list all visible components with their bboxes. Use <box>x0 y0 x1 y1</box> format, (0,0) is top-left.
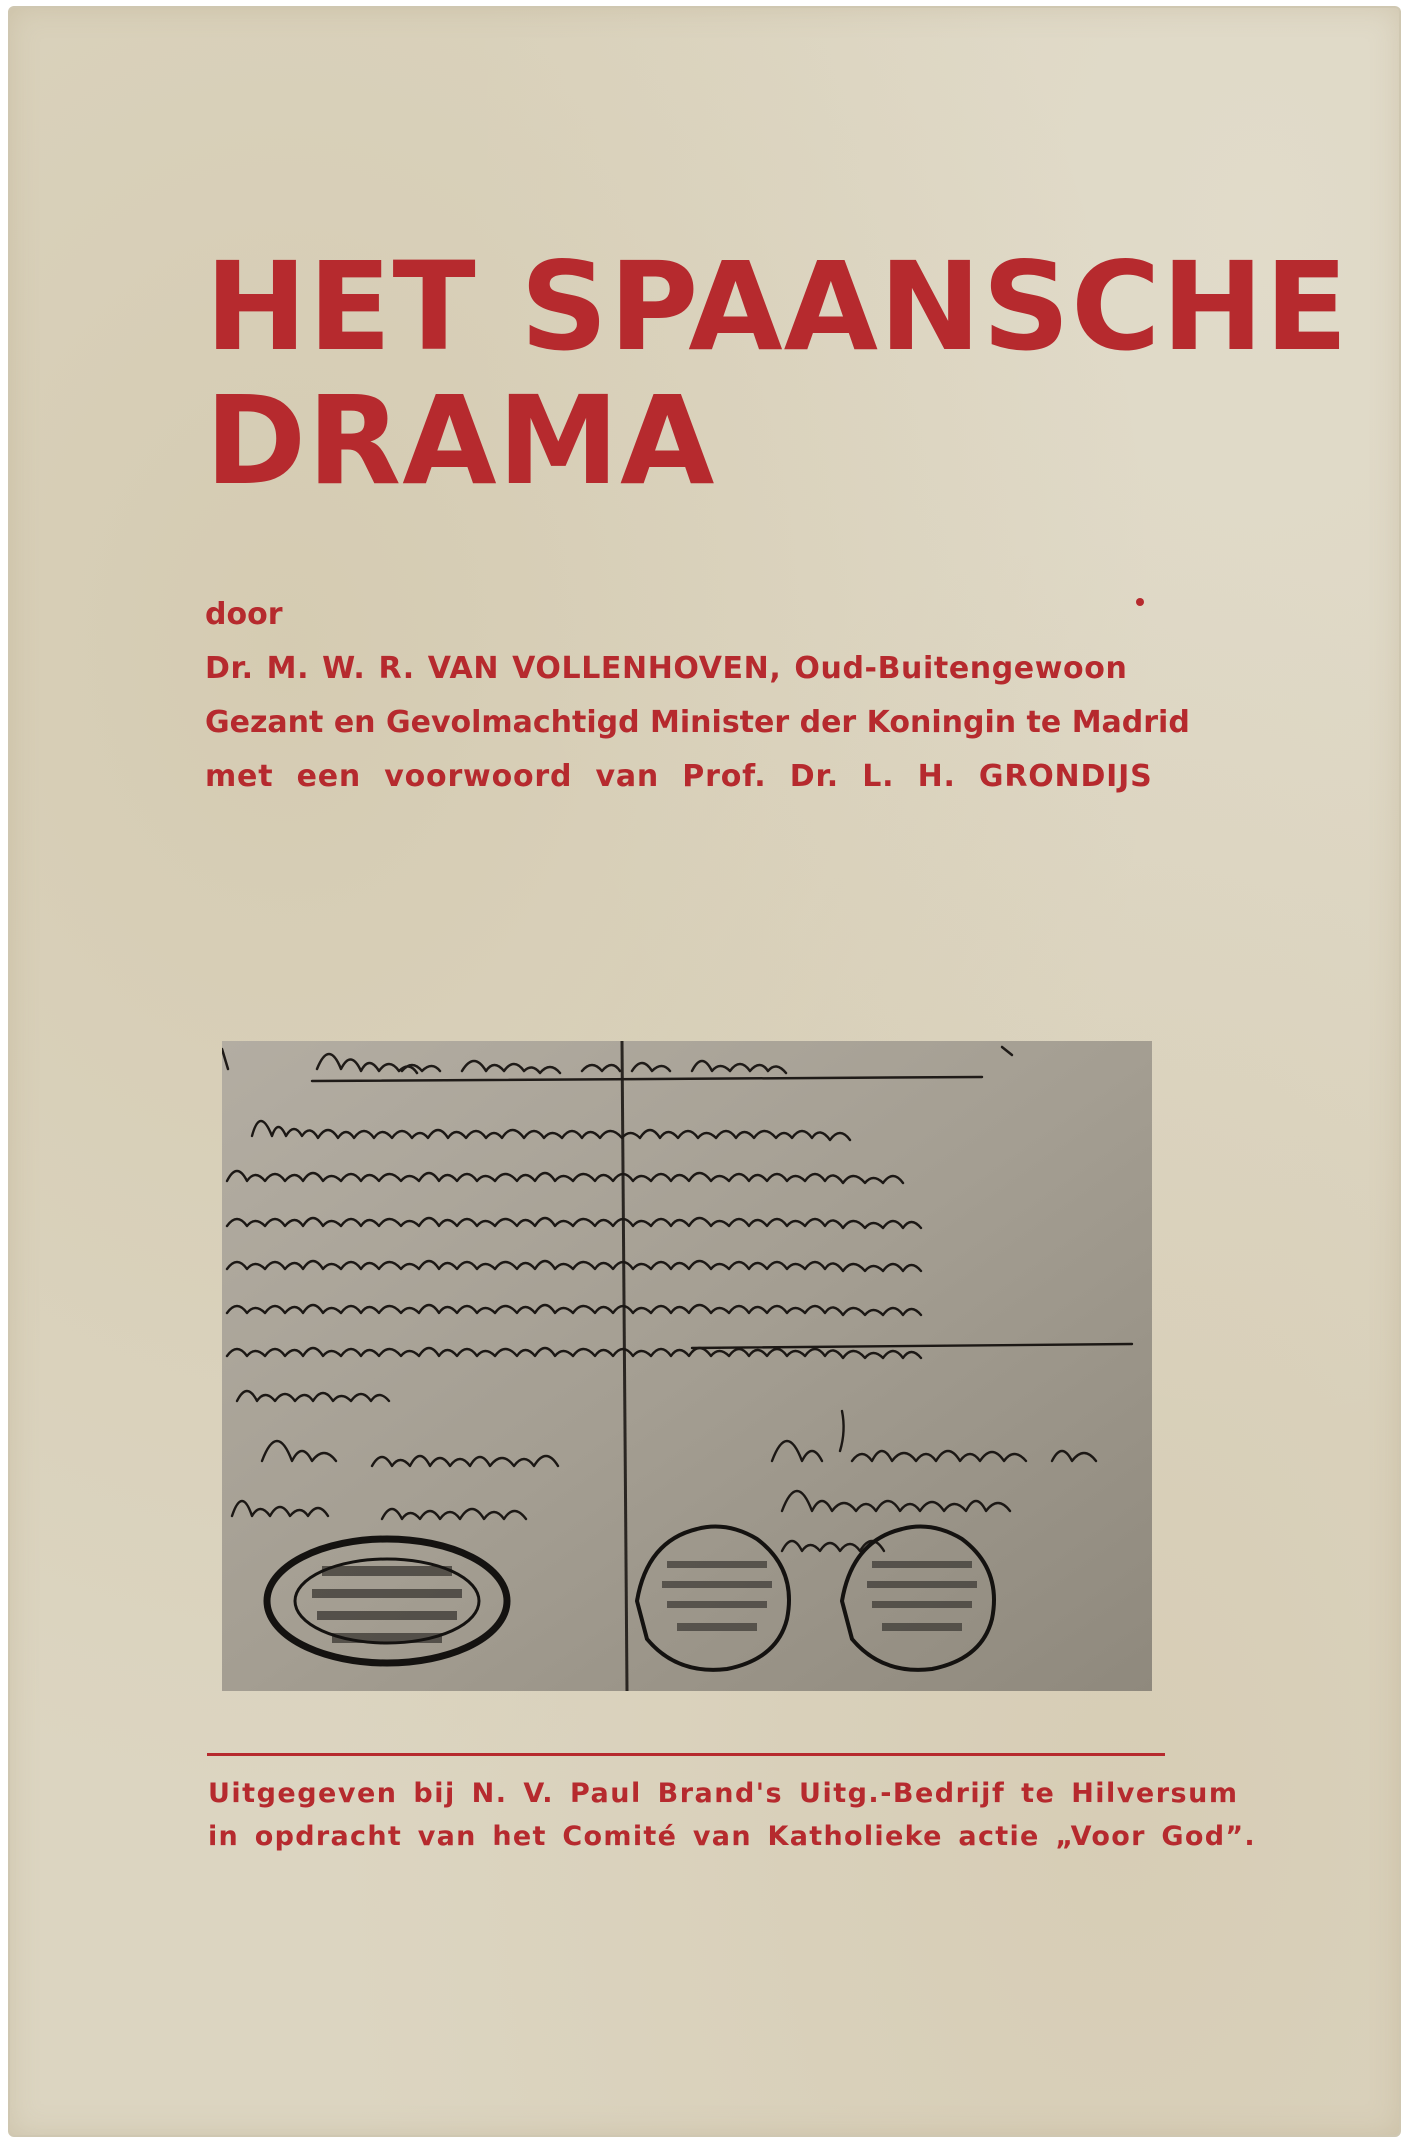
publisher-info <box>208 1772 1256 1858</box>
byline-author: Dr. M. W. R. VAN VOLLENHOVEN, Oud-Buitengewoon <box>205 651 1128 686</box>
byline <box>205 588 1205 804</box>
byline-foreword: met een voorwoord van Prof. Dr. L. H. GRONDIJS <box>205 759 1153 794</box>
byline-door: door <box>205 597 283 632</box>
document-photo-image <box>222 1041 1152 1691</box>
title-line-1: HET SPAANSCHE <box>205 236 1350 378</box>
byline-role: Gezant en Gevolmachtigd Minister der Koningin te Madrid <box>205 705 1190 740</box>
publisher-line-2: in opdracht van het Comité van Katholieke actie „Voor God”. <box>208 1821 1256 1852</box>
publisher-line-1: Uitgegeven bij N. V. Paul Brand's Uitg.-Bedrijf te Hilversum <box>208 1778 1239 1809</box>
book-title <box>205 236 1350 512</box>
handwritten-document-photo <box>222 1041 1152 1691</box>
title-line-2: DRAMA <box>205 370 716 512</box>
divider-rule <box>207 1753 1165 1756</box>
